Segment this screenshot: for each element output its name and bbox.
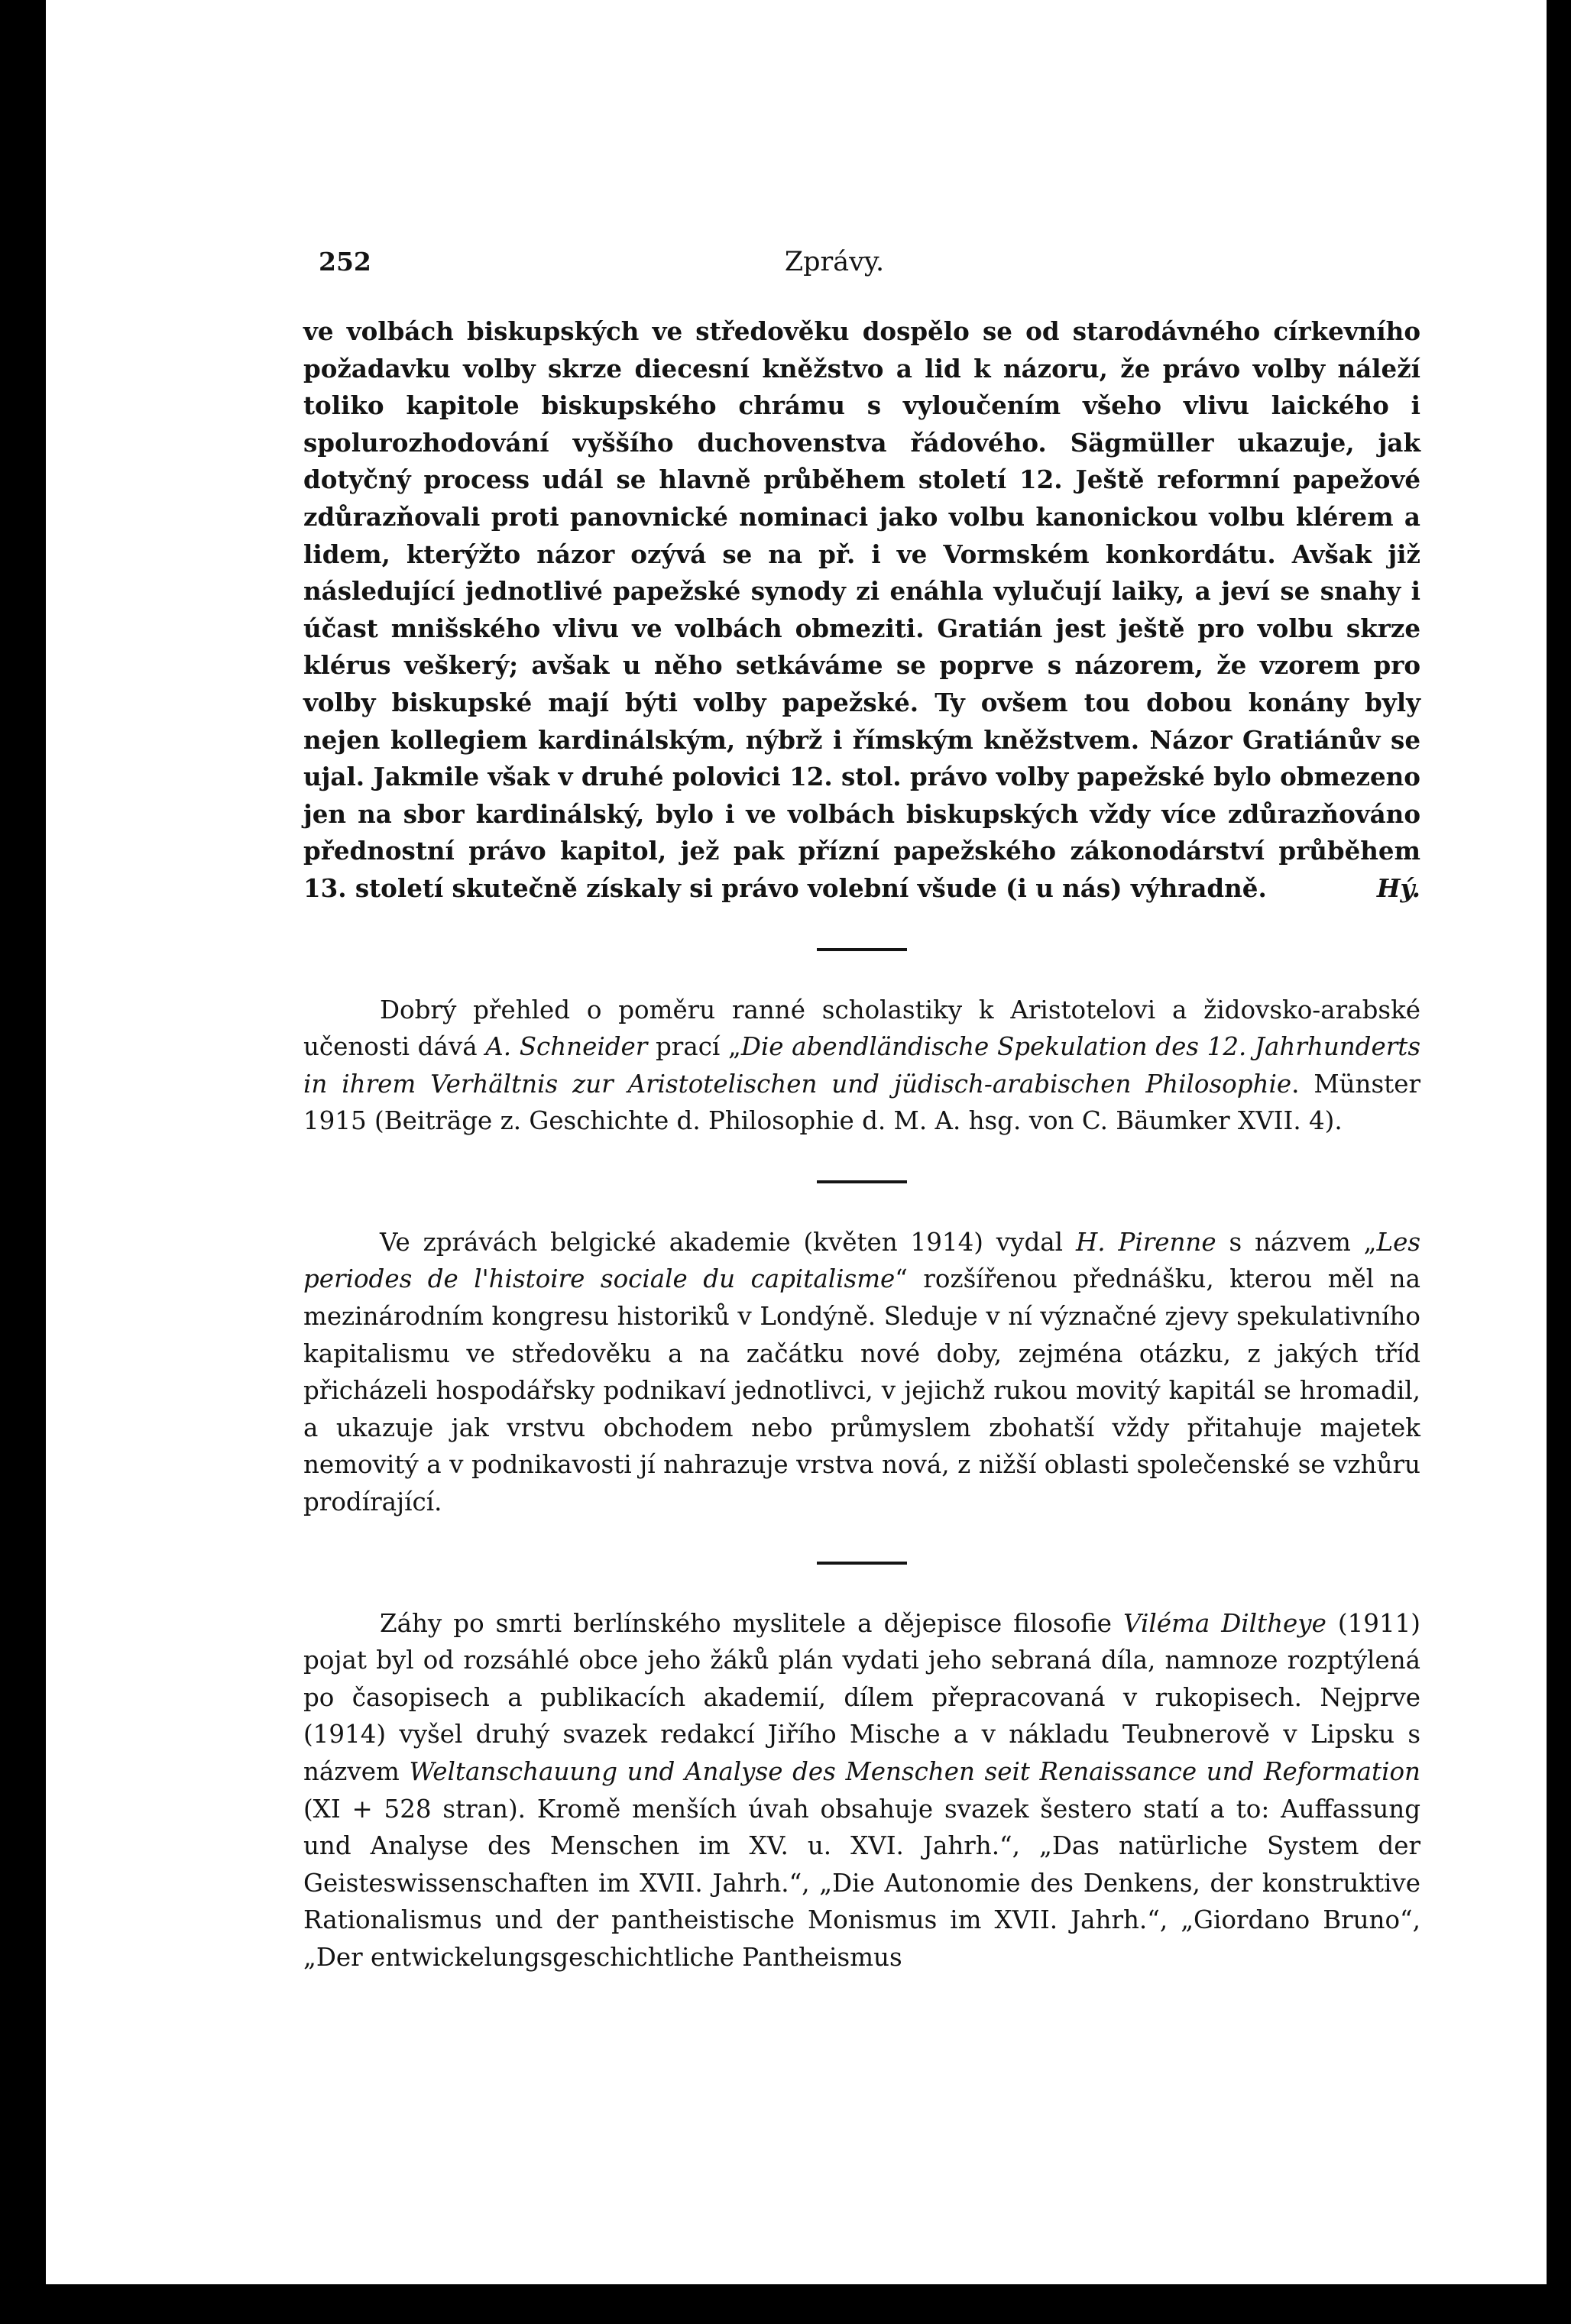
- paragraph-dilthey: [303, 1605, 1420, 1976]
- page-header: [46, 243, 1547, 281]
- divider-rule: [817, 1180, 907, 1183]
- document-page: [46, 0, 1547, 2284]
- paragraph-mid: (1911) pojat byl od rozsáhlé obce jeho žáků plán vydati jeho sebraná díla, namnoze rozptýlená po časopisech a publikacích akademií, dílem přepracovaná v rukopisech. Nejprve (1914) vyšel druhý svazek redakcí Jiřího Mische a v nákladu Teubnerově v Lipsku s názvem: [303, 1608, 1420, 1786]
- article-body: [303, 313, 1420, 1976]
- paragraph-text: ve volbách biskupských ve středověku dospělo se od starodávného církevního požadavku volby skrze diecesní kněžstvo a lid k názoru, že právo volby náleží toliko kapitole biskupského chrámu s vyloučením všeho vlivu laického i spolurozhodování vyššího duchovenstva řádového. Sägmüller ukazuje, jak dotyčný process udál se hlavně průběhem století 12. Ještě reformní papežové zdůrazňovali proti panovnické nominaci jako volbu kanonickou volbu klérem a lidem, kterýžto názor ozývá se na př. i ve Vormském konkordátu. Avšak již následující jednotlivé papežské synody zi enáhla vylučují laiky, a jeví se snahy i účast mnišského vlivu ve volbách obmeziti. Gratián jest ještě pro volbu skrze klérus veškerý; avšak u něho setkáváme se poprve s názorem, že vzorem pro volby biskupské mají býti volby papežské. Ty ovšem tou dobou konány byly nejen kollegiem kardinálským, nýbrž i římským kněžstvem. Názor Gratiánův se ujal. Jakmile však v druhé polovici 12. stol. právo volby papežské bylo obmezeno jen na sbor kardinálský, bylo i ve volbách biskupských vždy více zdůrazňováno přednostní právo kapitol, jež pak přízní papežského zákonodárství průběhem 13. století skutečně získaly si právo volební všude (i u nás) výhradně.: [303, 316, 1420, 903]
- author-name: A. Schneider: [485, 1032, 648, 1062]
- paragraph-schneider: [303, 992, 1420, 1140]
- scan-border: [46, 2284, 1547, 2324]
- work-title: Weltanschauung und Analyse des Menschen seit Renaissance und Reformation: [409, 1757, 1420, 1786]
- paragraph-intro: Ve zprávách belgické akademie (květen 1914) vydal: [380, 1227, 1064, 1257]
- paragraph-rest: (XI + 528 stran). Kromě menších úvah obsahuje svazek šestero statí a to: Auffassung und Analyse des Menschen im XV. u. XVI. Jahrh.“, „Das natürliche System der Geisteswissenschaften im XVII. Jahrh.“, „Die Autonomie des Denkens, der konstruktive Rationalismus und der pantheistische Monismus im XVII. Jahrh.“, „Giordano Bruno“, „Der entwickelungsgeschichtliche Pantheismus: [303, 1794, 1420, 1972]
- author-signature: Hý.: [1376, 872, 1420, 903]
- section-divider: [303, 1521, 1420, 1605]
- paragraph-intro: Záhy po smrti berlínského myslitele a dějepisce filosofie: [380, 1608, 1113, 1638]
- paragraph-episcopal-elections: [303, 313, 1420, 908]
- paragraph-pirenne: [303, 1224, 1420, 1521]
- paragraph-mid: prací „: [655, 1032, 741, 1062]
- author-name: H. Pirenne: [1075, 1227, 1216, 1257]
- paragraph-mid: s názvem „: [1229, 1227, 1377, 1257]
- paragraph-rest: “ rozšířenou přednášku, kterou měl na mezinárodním kongresu historiků v Londýně. Sleduje v ní význačné zjevy spekulativního kapitalismu ve středověku a na začátku nové doby, zejména otázku, z jakých tříd přicházeli hospodářsky podnikaví jednotlivci, v jejichž rukou movitý kapitál se hromadil, a ukazuje jak vrstvu obchodem nebo průmyslem zbohatší vždy přitahuje majetek nemovitý a v podnikavosti jí nahrazuje vrstva nová, z nižší oblasti společenské se vzhůru prodírající.: [303, 1264, 1420, 1517]
- section-divider: [303, 908, 1420, 992]
- running-title: Zprávy.: [784, 247, 885, 277]
- author-name: Viléma Diltheye: [1123, 1608, 1326, 1638]
- paragraph-intro: Dobrý přehled o poměru ranné scholastiky k Aristotelovi a židovsko-arabské učenosti dává: [303, 995, 1420, 1062]
- section-divider: [303, 1140, 1420, 1224]
- work-title: Les periodes de l'histoire sociale du capitalisme: [303, 1227, 1421, 1294]
- paragraph-rest: . Münster 1915 (Beiträge z. Geschichte d. Philosophie d. M. A. hsg. von C. Bäumker XVII. 4).: [303, 1069, 1420, 1136]
- page-number: 252: [319, 247, 371, 277]
- work-title: Die abendländische Spekulation des 12. Jahrhunderts in ihrem Verhältnis zur Aristotelischen und jüdisch-arabischen Philosophie: [303, 1032, 1420, 1099]
- divider-rule: [817, 1562, 907, 1565]
- divider-rule: [817, 948, 907, 951]
